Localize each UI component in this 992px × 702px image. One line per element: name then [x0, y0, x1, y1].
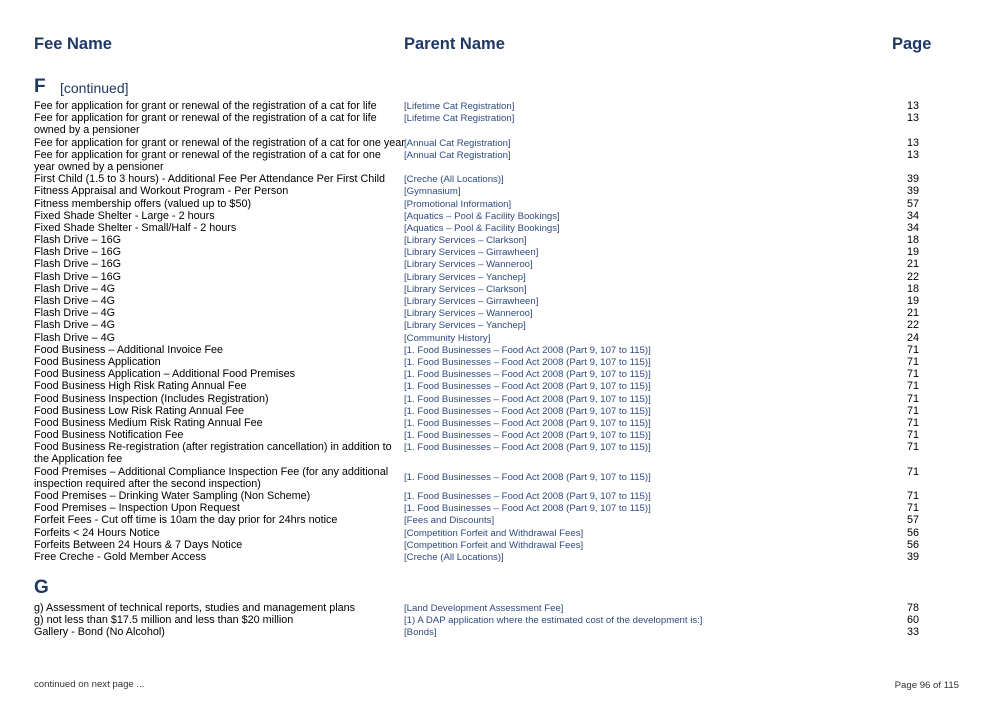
fee-name: Food Premises – Additional Compliance Inspection Fee (for any additional inspection required after the second inspection): [34, 465, 389, 490]
parent-name: [1. Food Businesses – Food Act 2008 (Part 9, 107 to 115)]: [404, 471, 651, 483]
page-number: 57: [906, 514, 919, 527]
fee-row: [0, 112, 992, 136]
fee-row: [0, 222, 992, 234]
page-number: 24: [906, 331, 919, 344]
fee-name: Food Business – Additional Invoice Fee: [34, 343, 224, 356]
page-number: 18: [906, 282, 919, 295]
fee-name: Food Business Low Risk Rating Annual Fee: [34, 404, 245, 417]
page-number: 71: [906, 465, 919, 478]
fee-list-section-f: [0, 100, 992, 563]
fee-name: Food Business Application: [34, 355, 161, 368]
page-number: 22: [906, 270, 919, 283]
fee-name: Fitness Appraisal and Workout Program - Per Person: [34, 185, 289, 198]
column-header-fee-name: Fee Name: [34, 35, 112, 53]
parent-name: [Community History]: [404, 332, 491, 344]
fee-name: Food Business Notification Fee: [34, 429, 184, 442]
fee-row: [0, 246, 992, 258]
parent-name: [Library Services – Clarkson]: [404, 283, 527, 295]
fee-row: [0, 356, 992, 368]
fee-row: [0, 602, 992, 614]
parent-name: [Library Services – Girrawheen]: [404, 296, 539, 308]
page-number: 33: [906, 626, 919, 639]
page-number: 71: [906, 355, 919, 368]
parent-name: [Lifetime Cat Registration]: [404, 101, 515, 112]
parent-name: [Fees and Discounts]: [404, 515, 495, 527]
page-number: 13: [906, 148, 919, 161]
page-number: 60: [906, 614, 919, 627]
parent-name: [Library Services – Yanchep]: [404, 320, 526, 332]
page-number: 39: [906, 185, 919, 198]
fee-row: [0, 441, 992, 465]
page-number: 19: [906, 295, 919, 308]
page-number: 19: [906, 246, 919, 259]
fee-name: Flash Drive – 4G: [34, 307, 116, 320]
fee-name: Food Business Medium Risk Rating Annual Fee: [34, 416, 263, 429]
fee-name: First Child (1.5 to 3 hours) - Additional Fee Per Attendance Per First Child: [34, 173, 386, 186]
fee-row: [0, 283, 992, 295]
page-number: 34: [906, 221, 919, 234]
fee-name: Food Business Inspection (Includes Registration): [34, 392, 269, 405]
parent-name: [Annual Cat Registration]: [404, 137, 511, 149]
page-number: 71: [906, 404, 919, 417]
fee-row: [0, 539, 992, 551]
parent-name: [1. Food Businesses – Food Act 2008 (Part 9, 107 to 115)]: [404, 442, 651, 454]
page-number: 13: [906, 100, 919, 112]
parent-name: [Creche (All Locations)]: [404, 552, 504, 563]
fee-row: [0, 514, 992, 526]
fee-row: [0, 380, 992, 392]
page-number: 57: [906, 197, 919, 210]
page-number: 13: [906, 136, 919, 149]
fee-name: Fee for application for grant or renewal of the registration of a cat for life owned by a pensioner: [34, 112, 377, 137]
fee-row: [0, 100, 992, 112]
parent-name: [Bonds]: [404, 627, 437, 639]
parent-name: [1) A DAP application where the estimated cost of the development is:]: [404, 615, 703, 627]
fee-name: Fee for application for grant or renewal of the registration of a cat for one year: [34, 136, 405, 149]
parent-name: [Aquatics – Pool & Facility Bookings]: [404, 210, 560, 222]
parent-name: [Competition Forfeit and Withdrawal Fees]: [404, 539, 584, 551]
page-number: 56: [906, 526, 919, 539]
fee-row: [0, 344, 992, 356]
page-number: 71: [906, 441, 919, 454]
page-number: 71: [906, 380, 919, 393]
fee-row: [0, 393, 992, 405]
parent-name: [Aquatics – Pool & Facility Bookings]: [404, 222, 560, 234]
parent-name: [Land Development Assessment Fee]: [404, 603, 564, 614]
fee-row: [0, 149, 992, 173]
fee-row: [0, 466, 992, 490]
fee-name: Fee for application for grant or renewal of the registration of a cat for life: [34, 100, 377, 112]
fee-row: [0, 185, 992, 197]
fee-name: Gallery - Bond (No Alcohol): [34, 626, 165, 639]
fee-name: Fixed Shade Shelter - Large - 2 hours: [34, 209, 215, 222]
parent-name: [1. Food Businesses – Food Act 2008 (Part 9, 107 to 115)]: [404, 393, 651, 405]
fee-name: Flash Drive – 16G: [34, 270, 122, 283]
parent-name: [1. Food Businesses – Food Act 2008 (Part 9, 107 to 115)]: [404, 503, 651, 515]
fee-name: Forfeit Fees - Cut off time is 10am the day prior for 24hrs notice: [34, 514, 338, 527]
fee-row: [0, 319, 992, 331]
parent-name: [1. Food Businesses – Food Act 2008 (Part 9, 107 to 115)]: [404, 417, 651, 429]
section-letter-f: F: [34, 76, 46, 97]
fee-name: Food Premises – Inspection Upon Request: [34, 502, 240, 515]
fee-row: [0, 429, 992, 441]
footer-page-indicator: Page 96 of 115: [894, 680, 959, 691]
fee-name: Flash Drive – 4G: [34, 295, 116, 308]
fee-name: Flash Drive – 4G: [34, 331, 116, 344]
fee-name: Flash Drive – 16G: [34, 234, 122, 247]
fee-name: Forfeits < 24 Hours Notice: [34, 526, 160, 539]
fee-row: [0, 527, 992, 539]
page-number: 71: [906, 502, 919, 515]
page-number: 71: [906, 392, 919, 405]
page-number: 13: [906, 112, 919, 125]
page-number: 21: [906, 307, 919, 320]
page-number: 71: [906, 429, 919, 442]
fee-row: [0, 368, 992, 380]
parent-name: [1. Food Businesses – Food Act 2008 (Part 9, 107 to 115)]: [404, 405, 651, 417]
fee-name: g) Assessment of technical reports, studies and management plans: [34, 602, 356, 614]
fee-row: [0, 502, 992, 514]
fee-row: [0, 626, 992, 638]
fee-row: [0, 173, 992, 185]
parent-name: [Library Services – Wanneroo]: [404, 308, 533, 320]
parent-name: [Lifetime Cat Registration]: [404, 113, 515, 125]
parent-name: [1. Food Businesses – Food Act 2008 (Part 9, 107 to 115)]: [404, 381, 651, 393]
fee-name: Flash Drive – 4G: [34, 319, 116, 332]
fee-row: [0, 137, 992, 149]
fee-name: Flash Drive – 16G: [34, 258, 122, 271]
column-header-parent-name: Parent Name: [404, 35, 505, 53]
fee-name: Flash Drive – 4G: [34, 282, 116, 295]
parent-name: [1. Food Businesses – Food Act 2008 (Part 9, 107 to 115)]: [404, 491, 651, 503]
fee-row: [0, 307, 992, 319]
fee-row: [0, 490, 992, 502]
fee-name: Food Premises – Drinking Water Sampling (Non Scheme): [34, 490, 311, 503]
fee-name: Fee for application for grant or renewal of the registration of a cat for one year owned by a pensioner: [34, 148, 381, 173]
page-number: 71: [906, 343, 919, 356]
fee-row: [0, 614, 992, 626]
fee-name: g) not less than $17.5 million and less than $20 million: [34, 614, 294, 627]
fee-row: [0, 271, 992, 283]
fee-name: Food Business High Risk Rating Annual Fee: [34, 380, 247, 393]
fee-row: [0, 295, 992, 307]
fee-row: [0, 210, 992, 222]
fee-name: Fixed Shade Shelter - Small/Half - 2 hours: [34, 221, 237, 234]
parent-name: [1. Food Businesses – Food Act 2008 (Part 9, 107 to 115)]: [404, 356, 651, 368]
fee-name: Forfeits Between 24 Hours & 7 Days Notice: [34, 538, 243, 551]
fee-name: Free Creche - Gold Member Access: [34, 551, 207, 563]
fee-list-section-g: [0, 602, 992, 639]
page-number: 71: [906, 490, 919, 503]
fee-row: [0, 234, 992, 246]
parent-name: [Gymnasium]: [404, 186, 461, 198]
fee-row: [0, 405, 992, 417]
parent-name: [1. Food Businesses – Food Act 2008 (Part 9, 107 to 115)]: [404, 430, 651, 442]
parent-name: [Competition Forfeit and Withdrawal Fees]: [404, 527, 584, 539]
page-number: 71: [906, 368, 919, 381]
footer-continued-note: continued on next page ...: [34, 679, 145, 690]
parent-name: [Library Services – Yanchep]: [404, 271, 526, 283]
page-number: 34: [906, 209, 919, 222]
fee-name: Fitness membership offers (valued up to $50): [34, 197, 252, 210]
page-number: 78: [906, 602, 919, 614]
parent-name: [1. Food Businesses – Food Act 2008 (Part 9, 107 to 115)]: [404, 344, 651, 356]
fee-row: [0, 332, 992, 344]
parent-name: [Creche (All Locations)]: [404, 174, 504, 186]
page-number: 39: [906, 551, 919, 563]
page-number: 71: [906, 416, 919, 429]
column-header-page: Page: [892, 35, 932, 53]
section-letter-g: G: [34, 577, 49, 598]
parent-name: [1. Food Businesses – Food Act 2008 (Part 9, 107 to 115)]: [404, 369, 651, 381]
fee-row: [0, 198, 992, 210]
page-number: 22: [906, 319, 919, 332]
fee-name: Food Business Re-registration (after registration cancellation) in addition to the Application fee: [34, 441, 392, 466]
fee-name: Flash Drive – 16G: [34, 246, 122, 259]
parent-name: [Annual Cat Registration]: [404, 149, 511, 161]
page-number: 56: [906, 538, 919, 551]
fee-row: [0, 551, 992, 563]
fee-name: Food Business Application – Additional Food Premises: [34, 368, 296, 381]
fee-row: [0, 258, 992, 270]
section-continued-label: [continued]: [60, 80, 129, 96]
page-number: 39: [906, 173, 919, 186]
fee-row: [0, 417, 992, 429]
parent-name: [Promotional Information]: [404, 198, 512, 210]
parent-name: [Library Services – Clarkson]: [404, 235, 527, 247]
page-number: 21: [906, 258, 919, 271]
parent-name: [Library Services – Wanneroo]: [404, 259, 533, 271]
page-number: 18: [906, 234, 919, 247]
parent-name: [Library Services – Girrawheen]: [404, 247, 539, 259]
